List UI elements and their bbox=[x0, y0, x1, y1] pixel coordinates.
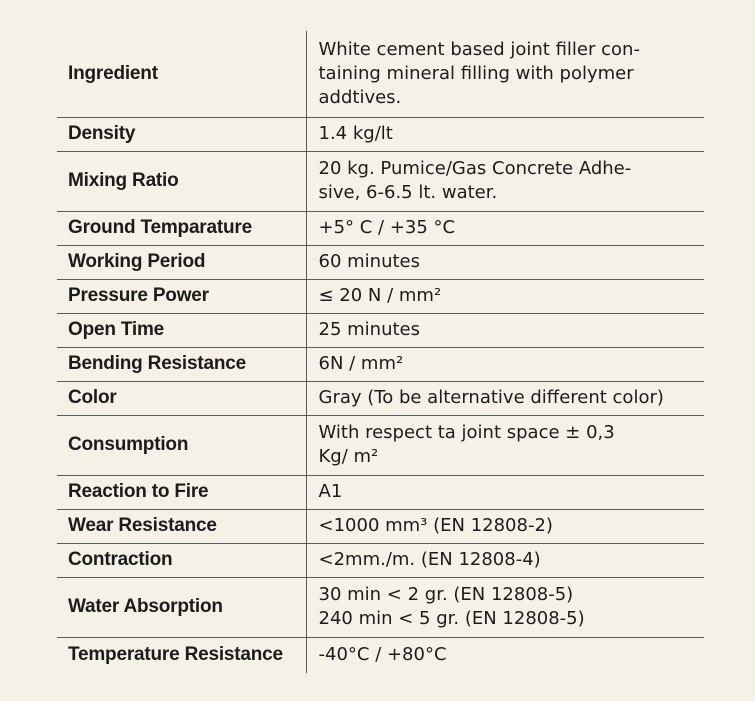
row-value-line: With respect ta joint space ± 0,3 bbox=[318, 422, 615, 443]
row-label: Consumption bbox=[57, 415, 306, 475]
row-value-line: Gray (To be alternative different color) bbox=[318, 387, 664, 408]
table-row-water-absorption bbox=[57, 577, 704, 637]
row-label: Ground Temparature bbox=[57, 211, 306, 245]
row-value bbox=[306, 279, 704, 313]
table-row-pressure-power bbox=[57, 279, 704, 313]
row-value-line: <2mm./m. (EN 12808-4) bbox=[318, 549, 541, 570]
row-value-line: addtives. bbox=[318, 86, 402, 108]
row-value bbox=[306, 475, 704, 509]
table-row-reaction-to-fire bbox=[57, 475, 704, 509]
table-row-bending-resistance bbox=[57, 347, 704, 381]
row-value-line: 30 min < 2 gr. (EN 12808-5) bbox=[318, 584, 574, 605]
table-row-mixing-ratio bbox=[57, 151, 704, 211]
row-label: Open Time bbox=[57, 313, 306, 347]
row-value bbox=[306, 151, 704, 211]
table-row-working-period bbox=[57, 245, 704, 279]
row-value bbox=[306, 117, 704, 151]
row-label: Pressure Power bbox=[57, 279, 306, 313]
table-row-color bbox=[57, 381, 704, 415]
row-value bbox=[306, 211, 704, 245]
row-label: Water Absorption bbox=[57, 577, 306, 637]
row-value-line: -40°C / +80°C bbox=[318, 644, 447, 666]
row-value bbox=[306, 577, 704, 637]
row-value bbox=[306, 415, 704, 475]
spec-table bbox=[57, 31, 704, 673]
row-value bbox=[306, 543, 704, 577]
row-label: Mixing Ratio bbox=[57, 151, 306, 211]
row-value bbox=[306, 31, 704, 117]
row-value-line: 1.4 kg/lt bbox=[318, 123, 393, 144]
row-value bbox=[306, 381, 704, 415]
row-value-line: A1 bbox=[318, 481, 343, 502]
row-value bbox=[306, 313, 704, 347]
table-row-open-time bbox=[57, 313, 704, 347]
table-row-ingredient bbox=[57, 31, 704, 117]
row-value bbox=[306, 347, 704, 381]
row-value-line: taining mineral filling with polymer bbox=[318, 62, 634, 84]
row-value-line: 25 minutes bbox=[318, 319, 420, 340]
row-value bbox=[306, 509, 704, 543]
row-label: Contraction bbox=[57, 543, 306, 577]
row-label: Temperature Resistance bbox=[57, 637, 306, 673]
row-label: Bending Resistance bbox=[57, 347, 306, 381]
row-value-line: <1000 mm³ (EN 12808-2) bbox=[318, 515, 553, 536]
row-value bbox=[306, 637, 704, 673]
table-row-density bbox=[57, 117, 704, 151]
row-label: Reaction to Fire bbox=[57, 475, 306, 509]
table-row-wear-resistance bbox=[57, 509, 704, 543]
row-value-line: +5° C / +35 °C bbox=[318, 217, 456, 238]
row-value-line: 60 minutes bbox=[318, 251, 420, 272]
row-value-line: 20 kg. Pumice/Gas Concrete Adhe- bbox=[318, 158, 632, 179]
row-value-line: Kg/ m² bbox=[318, 446, 379, 467]
table-row-temperature-resistance bbox=[57, 637, 704, 673]
row-value-line: White cement based joint filler con- bbox=[318, 38, 640, 60]
row-value-line: sive, 6-6.5 lt. water. bbox=[318, 182, 498, 203]
row-value-line: 240 min < 5 gr. (EN 12808-5) bbox=[318, 608, 585, 629]
table-row-ground-temperature bbox=[57, 211, 704, 245]
table-row-consumption bbox=[57, 415, 704, 475]
row-label: Wear Resistance bbox=[57, 509, 306, 543]
table-row-contraction bbox=[57, 543, 704, 577]
row-value-line: ≤ 20 N / mm² bbox=[318, 285, 442, 306]
row-value-line: 6N / mm² bbox=[318, 353, 404, 374]
row-value bbox=[306, 245, 704, 279]
row-label: Density bbox=[57, 117, 306, 151]
row-label: Color bbox=[57, 381, 306, 415]
row-label: Working Period bbox=[57, 245, 306, 279]
row-label: Ingredient bbox=[57, 31, 306, 117]
